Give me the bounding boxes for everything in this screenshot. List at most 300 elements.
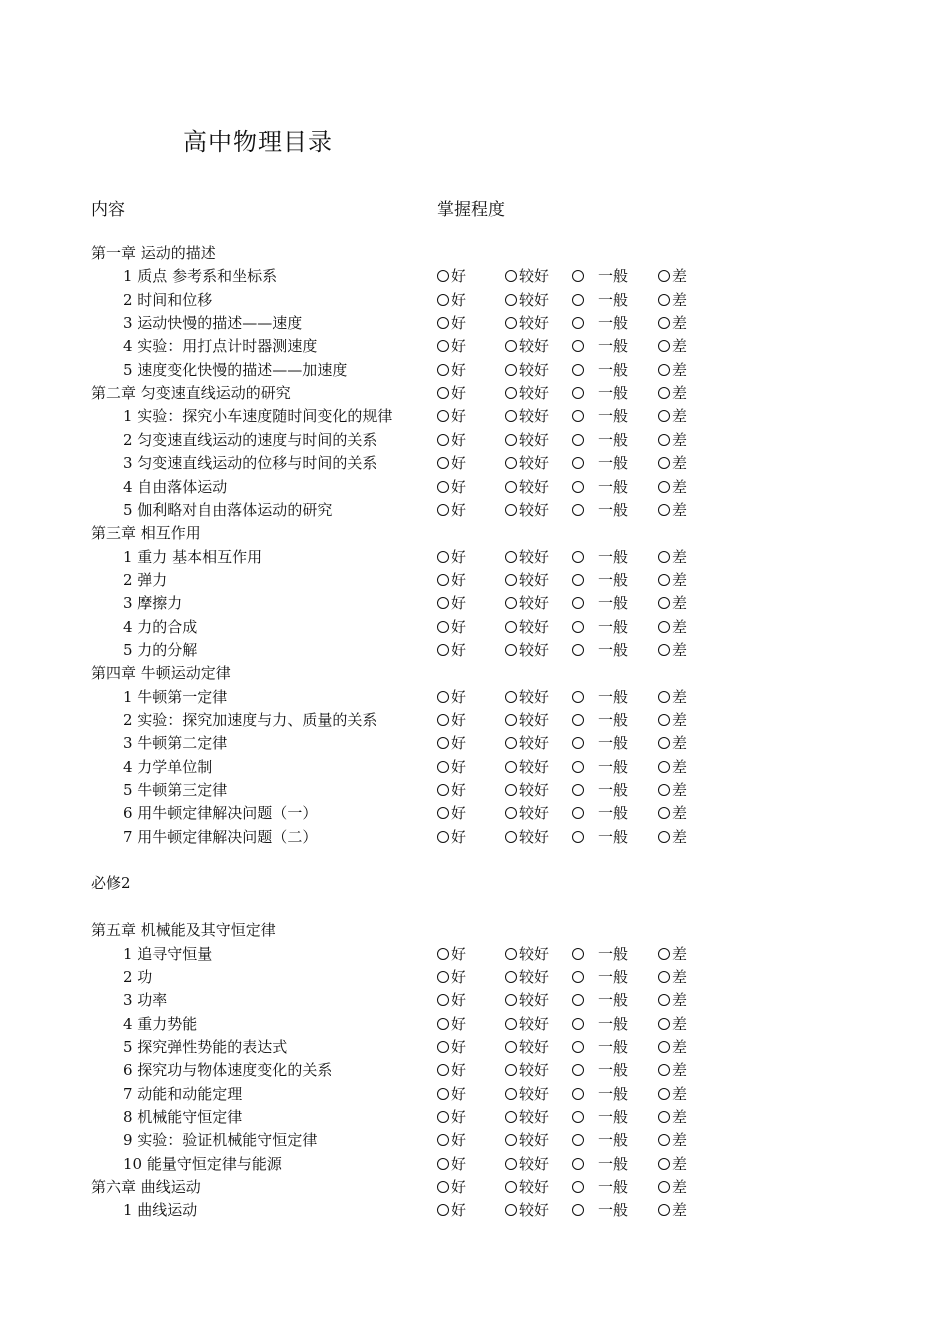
mastery-option-label: 一般 [598,1107,629,1126]
section-title: 1 曲线运动 [123,1201,198,1220]
radio-circle-icon[interactable] [437,1204,449,1216]
radio-circle-icon[interactable] [505,971,517,983]
radio-circle-icon[interactable] [505,410,517,422]
mastery-option-0[interactable] [437,802,466,825]
mastery-option-3[interactable] [658,1153,687,1176]
radio-circle-icon[interactable] [437,1134,449,1146]
mastery-option-3[interactable] [658,429,687,452]
mastery-option-3[interactable] [658,1013,687,1036]
radio-circle-icon[interactable] [505,1088,517,1100]
radio-circle-icon[interactable] [658,270,670,282]
radio-circle-icon[interactable] [658,1041,670,1053]
mastery-option-3[interactable] [658,1083,687,1106]
radio-circle-icon[interactable] [505,1041,517,1053]
mastery-option-3[interactable] [658,476,687,499]
mastery-option-1[interactable] [505,1036,549,1059]
radio-circle-icon[interactable] [572,294,584,306]
radio-circle-icon[interactable] [437,691,449,703]
radio-circle-icon[interactable] [658,691,670,703]
radio-circle-icon[interactable] [437,971,449,983]
radio-circle-icon[interactable] [572,1088,584,1100]
radio-circle-icon[interactable] [437,737,449,749]
radio-circle-icon[interactable] [658,317,670,329]
radio-circle-icon[interactable] [505,481,517,493]
mastery-option-0[interactable] [437,569,466,592]
mastery-option-2[interactable] [572,802,628,825]
mastery-option-1[interactable] [505,335,549,358]
mastery-option-2[interactable] [572,499,628,522]
mastery-option-label: 较好 [519,1201,550,1220]
radio-circle-icon[interactable] [505,294,517,306]
mastery-option-1[interactable] [505,429,549,452]
radio-circle-icon[interactable] [658,340,670,352]
radio-circle-icon[interactable] [658,434,670,446]
mastery-option-2[interactable] [572,1153,628,1176]
mastery-option-1[interactable] [505,592,549,615]
mastery-option-0[interactable] [437,382,466,405]
mastery-option-0[interactable] [437,686,466,709]
mastery-option-1[interactable] [505,709,549,732]
mastery-option-1[interactable] [505,405,549,428]
radio-circle-icon[interactable] [572,317,584,329]
radio-circle-icon[interactable] [658,1134,670,1146]
mastery-option-0[interactable] [437,1106,466,1129]
mastery-option-3[interactable] [658,405,687,428]
radio-circle-icon[interactable] [437,644,449,656]
mastery-option-3[interactable] [658,1106,687,1129]
mastery-option-2[interactable] [572,1059,628,1082]
radio-circle-icon[interactable] [658,364,670,376]
radio-circle-icon[interactable] [505,504,517,516]
radio-circle-icon[interactable] [437,1181,449,1193]
mastery-option-0[interactable] [437,476,466,499]
radio-circle-icon[interactable] [437,1088,449,1100]
mastery-option-1[interactable] [505,289,549,312]
mastery-option-1[interactable] [505,359,549,382]
radio-circle-icon[interactable] [658,644,670,656]
radio-circle-icon[interactable] [437,551,449,563]
mastery-option-3[interactable] [658,452,687,475]
mastery-option-1[interactable] [505,1083,549,1106]
mastery-option-2[interactable] [572,989,628,1012]
mastery-option-label: 好 [451,337,467,356]
radio-circle-icon[interactable] [572,948,584,960]
radio-circle-icon[interactable] [658,1158,670,1170]
radio-circle-icon[interactable] [572,387,584,399]
mastery-option-3[interactable] [658,709,687,732]
mastery-option-2[interactable] [572,592,628,615]
mastery-option-1[interactable] [505,476,549,499]
mastery-option-1[interactable] [505,1106,549,1129]
mastery-option-1[interactable] [505,779,549,802]
mastery-option-0[interactable] [437,1129,466,1152]
mastery-option-1[interactable] [505,1059,549,1082]
radio-circle-icon[interactable] [658,1088,670,1100]
radio-circle-icon[interactable] [658,761,670,773]
radio-circle-icon[interactable] [437,1064,449,1076]
radio-circle-icon[interactable] [505,317,517,329]
radio-circle-icon[interactable] [437,1158,449,1170]
mastery-option-1[interactable] [505,1129,549,1152]
radio-circle-icon[interactable] [572,1181,584,1193]
radio-circle-icon[interactable] [572,714,584,726]
radio-circle-icon[interactable] [572,1111,584,1123]
radio-circle-icon[interactable] [658,1064,670,1076]
mastery-option-0[interactable] [437,1176,466,1199]
radio-circle-icon[interactable] [658,457,670,469]
radio-circle-icon[interactable] [437,784,449,796]
radio-circle-icon[interactable] [437,364,449,376]
mastery-option-2[interactable] [572,709,628,732]
radio-circle-icon[interactable] [437,1041,449,1053]
mastery-option-2[interactable] [572,1013,628,1036]
mastery-option-0[interactable] [437,826,466,849]
mastery-option-2[interactable] [572,943,628,966]
mastery-option-0[interactable] [437,616,466,639]
radio-circle-icon[interactable] [658,948,670,960]
mastery-option-3[interactable] [658,592,687,615]
mastery-option-0[interactable] [437,732,466,755]
radio-circle-icon[interactable] [572,597,584,609]
radio-circle-icon[interactable] [572,364,584,376]
mastery-option-0[interactable] [437,709,466,732]
mastery-option-label: 较好 [519,757,550,776]
mastery-option-2[interactable] [572,569,628,592]
radio-circle-icon[interactable] [505,994,517,1006]
radio-circle-icon[interactable] [572,574,584,586]
radio-circle-icon[interactable] [658,831,670,843]
mastery-option-3[interactable] [658,265,687,288]
mastery-option-1[interactable] [505,826,549,849]
radio-circle-icon[interactable] [505,714,517,726]
radio-circle-icon[interactable] [505,1204,517,1216]
radio-circle-icon[interactable] [505,1134,517,1146]
mastery-option-3[interactable] [658,312,687,335]
mastery-option-label: 较好 [519,547,550,566]
mastery-option-2[interactable] [572,452,628,475]
mastery-option-3[interactable] [658,289,687,312]
mastery-option-2[interactable] [572,265,628,288]
radio-circle-icon[interactable] [658,410,670,422]
mastery-option-3[interactable] [658,546,687,569]
radio-circle-icon[interactable] [437,621,449,633]
mastery-option-3[interactable] [658,1199,687,1222]
mastery-option-0[interactable] [437,966,466,989]
mastery-option-0[interactable] [437,499,466,522]
mastery-option-2[interactable] [572,429,628,452]
mastery-option-1[interactable] [505,989,549,1012]
mastery-option-3[interactable] [658,1059,687,1082]
radio-circle-icon[interactable] [572,1158,584,1170]
mastery-option-0[interactable] [437,1153,466,1176]
radio-circle-icon[interactable] [658,1181,670,1193]
mastery-option-label: 较好 [519,1178,550,1196]
radio-circle-icon[interactable] [505,737,517,749]
mastery-option-label: 一般 [598,477,629,496]
mastery-option-3[interactable] [658,826,687,849]
mastery-option-label: 差 [672,337,688,356]
radio-circle-icon[interactable] [572,807,584,819]
radio-circle-icon[interactable] [505,1158,517,1170]
mastery-option-3[interactable] [658,382,687,405]
radio-circle-icon[interactable] [572,270,584,282]
radio-circle-icon[interactable] [572,457,584,469]
radio-circle-icon[interactable] [505,1018,517,1030]
radio-circle-icon[interactable] [572,504,584,516]
mastery-option-3[interactable] [658,966,687,989]
mastery-option-3[interactable] [658,686,687,709]
radio-circle-icon[interactable] [658,994,670,1006]
radio-circle-icon[interactable] [658,971,670,983]
radio-circle-icon[interactable] [658,294,670,306]
section-row [0,943,950,966]
radio-circle-icon[interactable] [437,434,449,446]
radio-circle-icon[interactable] [437,317,449,329]
mastery-option-0[interactable] [437,756,466,779]
mastery-option-0[interactable] [437,779,466,802]
radio-circle-icon[interactable] [658,807,670,819]
radio-circle-icon[interactable] [505,831,517,843]
radio-circle-icon[interactable] [572,971,584,983]
mastery-option-0[interactable] [437,1036,466,1059]
mastery-option-2[interactable] [572,1129,628,1152]
mastery-option-1[interactable] [505,1199,549,1222]
mastery-option-2[interactable] [572,1106,628,1129]
radio-circle-icon[interactable] [437,270,449,282]
mastery-option-0[interactable] [437,452,466,475]
mastery-option-3[interactable] [658,569,687,592]
mastery-option-3[interactable] [658,1176,687,1199]
mastery-option-label: 好 [451,430,467,449]
radio-circle-icon[interactable] [437,504,449,516]
mastery-option-1[interactable] [505,1153,549,1176]
radio-circle-icon[interactable] [658,714,670,726]
radio-circle-icon[interactable] [658,551,670,563]
radio-circle-icon[interactable] [572,340,584,352]
mastery-option-0[interactable] [437,1199,466,1222]
radio-circle-icon[interactable] [437,1111,449,1123]
mastery-option-2[interactable] [572,756,628,779]
mastery-option-2[interactable] [572,335,628,358]
radio-circle-icon[interactable] [505,1181,517,1193]
radio-circle-icon[interactable] [437,948,449,960]
radio-circle-icon[interactable] [572,1041,584,1053]
mastery-option-2[interactable] [572,1176,628,1199]
mastery-option-0[interactable] [437,312,466,335]
mastery-option-3[interactable] [658,756,687,779]
mastery-option-2[interactable] [572,1036,628,1059]
mastery-option-0[interactable] [437,639,466,662]
mastery-option-1[interactable] [505,382,549,405]
radio-circle-icon[interactable] [658,737,670,749]
mastery-option-1[interactable] [505,966,549,989]
radio-circle-icon[interactable] [572,1204,584,1216]
radio-circle-icon[interactable] [505,270,517,282]
radio-circle-icon[interactable] [572,994,584,1006]
mastery-option-2[interactable] [572,359,628,382]
mastery-option-3[interactable] [658,989,687,1012]
mastery-option-0[interactable] [437,289,466,312]
mastery-option-0[interactable] [437,429,466,452]
mastery-option-0[interactable] [437,943,466,966]
mastery-option-3[interactable] [658,359,687,382]
mastery-option-2[interactable] [572,639,628,662]
mastery-option-label: 差 [672,430,688,449]
mastery-option-3[interactable] [658,732,687,755]
mastery-option-1[interactable] [505,312,549,335]
mastery-option-0[interactable] [437,546,466,569]
radio-circle-icon[interactable] [505,644,517,656]
radio-circle-icon[interactable] [658,504,670,516]
radio-circle-icon[interactable] [572,831,584,843]
radio-circle-icon[interactable] [437,831,449,843]
radio-circle-icon[interactable] [658,481,670,493]
mastery-option-1[interactable] [505,1013,549,1036]
radio-circle-icon[interactable] [505,761,517,773]
mastery-option-1[interactable] [505,265,549,288]
radio-circle-icon[interactable] [658,1204,670,1216]
mastery-option-1[interactable] [505,452,549,475]
radio-circle-icon[interactable] [572,784,584,796]
mastery-option-1[interactable] [505,943,549,966]
radio-circle-icon[interactable] [505,597,517,609]
radio-circle-icon[interactable] [505,784,517,796]
mastery-option-1[interactable] [505,639,549,662]
radio-circle-icon[interactable] [658,1018,670,1030]
mastery-option-0[interactable] [437,1013,466,1036]
radio-circle-icon[interactable] [572,761,584,773]
radio-circle-icon[interactable] [437,457,449,469]
mastery-option-3[interactable] [658,335,687,358]
radio-circle-icon[interactable] [505,457,517,469]
radio-circle-icon[interactable] [572,410,584,422]
mastery-option-3[interactable] [658,639,687,662]
mastery-option-label: 差 [672,804,688,823]
radio-circle-icon[interactable] [505,1064,517,1076]
radio-circle-icon[interactable] [505,340,517,352]
radio-circle-icon[interactable] [658,784,670,796]
radio-circle-icon[interactable] [572,434,584,446]
radio-circle-icon[interactable] [437,294,449,306]
radio-circle-icon[interactable] [437,481,449,493]
radio-circle-icon[interactable] [572,644,584,656]
mastery-option-1[interactable] [505,569,549,592]
mastery-option-2[interactable] [572,1083,628,1106]
radio-circle-icon[interactable] [437,574,449,586]
mastery-option-3[interactable] [658,943,687,966]
radio-circle-icon[interactable] [505,574,517,586]
mastery-option-0[interactable] [437,359,466,382]
mastery-option-2[interactable] [572,1199,628,1222]
radio-circle-icon[interactable] [658,621,670,633]
radio-circle-icon[interactable] [658,574,670,586]
mastery-option-label: 一般 [598,617,629,636]
radio-circle-icon[interactable] [437,807,449,819]
mastery-option-1[interactable] [505,616,549,639]
mastery-option-3[interactable] [658,499,687,522]
mastery-option-1[interactable] [505,1176,549,1199]
mastery-option-2[interactable] [572,732,628,755]
mastery-option-1[interactable] [505,686,549,709]
mastery-option-label: 好 [451,314,467,333]
radio-circle-icon[interactable] [505,434,517,446]
mastery-option-3[interactable] [658,616,687,639]
mastery-option-1[interactable] [505,802,549,825]
mastery-option-label: 一般 [598,384,629,403]
mastery-option-0[interactable] [437,989,466,1012]
mastery-option-0[interactable] [437,592,466,615]
mastery-option-1[interactable] [505,756,549,779]
mastery-option-2[interactable] [572,289,628,312]
radio-circle-icon[interactable] [437,340,449,352]
section-row [0,616,950,639]
mastery-option-2[interactable] [572,966,628,989]
mastery-option-0[interactable] [437,265,466,288]
radio-circle-icon[interactable] [505,621,517,633]
mastery-option-3[interactable] [658,1036,687,1059]
radio-circle-icon[interactable] [505,387,517,399]
radio-circle-icon[interactable] [572,481,584,493]
radio-circle-icon[interactable] [505,948,517,960]
mastery-option-label: 差 [672,1107,688,1126]
radio-circle-icon[interactable] [437,1018,449,1030]
mastery-option-0[interactable] [437,1083,466,1106]
radio-circle-icon[interactable] [505,807,517,819]
radio-circle-icon[interactable] [572,1064,584,1076]
radio-circle-icon[interactable] [572,737,584,749]
radio-circle-icon[interactable] [572,1134,584,1146]
mastery-option-2[interactable] [572,312,628,335]
mastery-option-2[interactable] [572,546,628,569]
radio-circle-icon[interactable] [658,387,670,399]
radio-circle-icon[interactable] [437,761,449,773]
radio-circle-icon[interactable] [505,364,517,376]
mastery-option-3[interactable] [658,802,687,825]
mastery-option-2[interactable] [572,405,628,428]
radio-circle-icon[interactable] [437,410,449,422]
mastery-option-label: 一般 [598,687,629,706]
radio-circle-icon[interactable] [572,551,584,563]
radio-circle-icon[interactable] [572,621,584,633]
radio-circle-icon[interactable] [437,387,449,399]
mastery-option-label: 差 [672,1037,688,1056]
mastery-option-1[interactable] [505,499,549,522]
mastery-option-0[interactable] [437,405,466,428]
mastery-option-3[interactable] [658,1129,687,1152]
mastery-option-2[interactable] [572,616,628,639]
radio-circle-icon[interactable] [505,691,517,703]
mastery-option-2[interactable] [572,826,628,849]
radio-circle-icon[interactable] [437,994,449,1006]
radio-circle-icon[interactable] [658,1111,670,1123]
radio-circle-icon[interactable] [572,1018,584,1030]
mastery-option-1[interactable] [505,546,549,569]
radio-circle-icon[interactable] [437,597,449,609]
mastery-option-0[interactable] [437,1059,466,1082]
mastery-option-2[interactable] [572,476,628,499]
mastery-option-2[interactable] [572,686,628,709]
mastery-option-1[interactable] [505,732,549,755]
mastery-option-2[interactable] [572,779,628,802]
radio-circle-icon[interactable] [572,691,584,703]
radio-circle-icon[interactable] [505,1111,517,1123]
mastery-option-0[interactable] [437,335,466,358]
radio-circle-icon[interactable] [505,551,517,563]
mastery-option-3[interactable] [658,779,687,802]
radio-circle-icon[interactable] [437,714,449,726]
radio-circle-icon[interactable] [658,597,670,609]
mastery-option-2[interactable] [572,382,628,405]
